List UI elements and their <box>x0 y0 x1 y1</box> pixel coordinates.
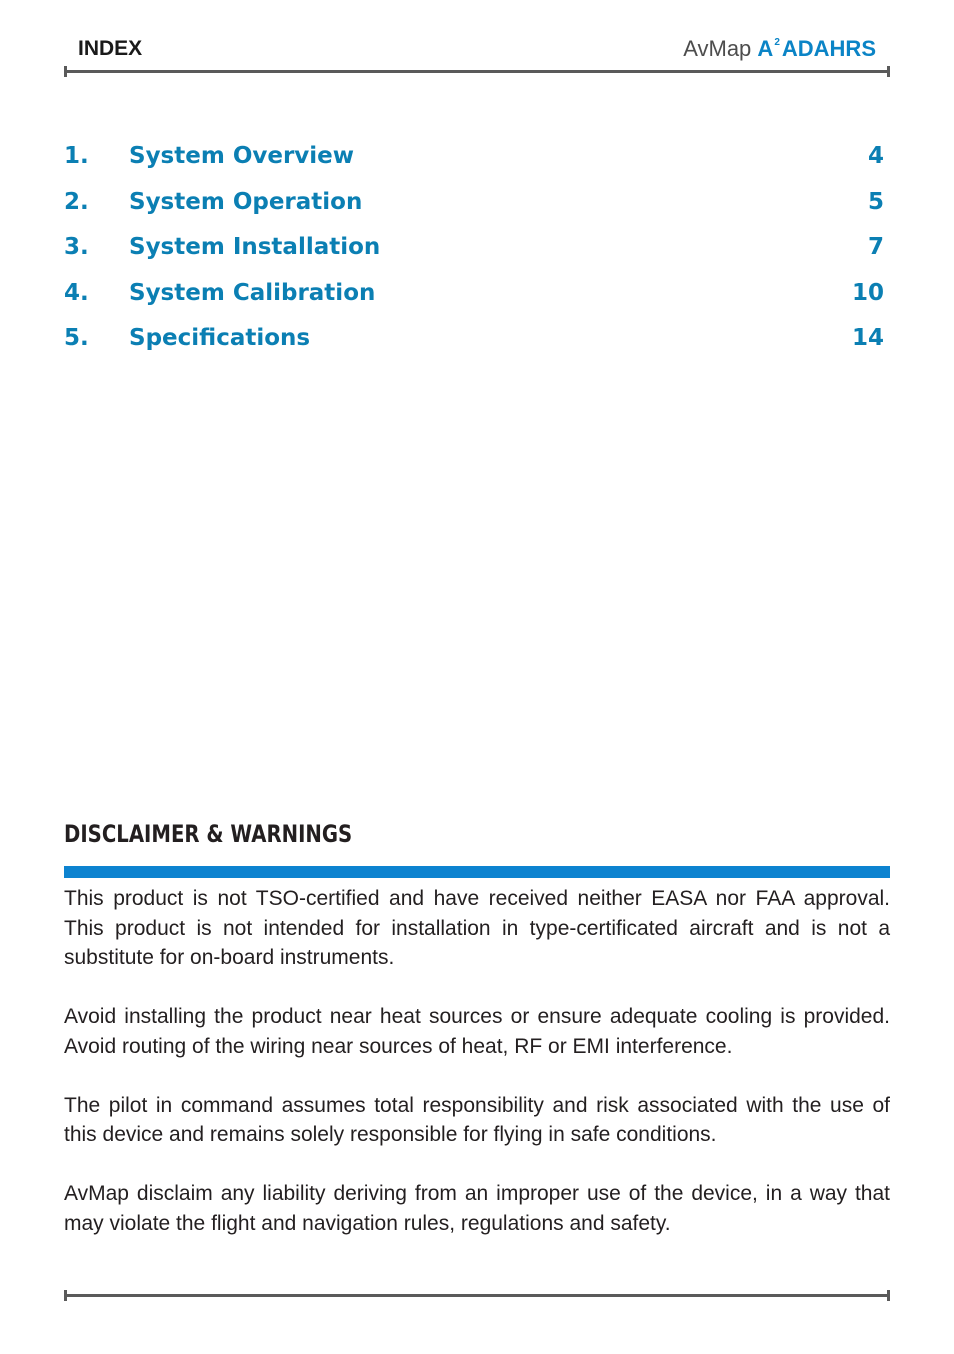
disclaimer-paragraph: AvMap disclaim any liability deriving from an improper use of the device, in a way that may violate the flight and navigation rules, regulations and safety. <box>64 1182 890 1235</box>
disclaimer-body <box>64 884 890 1268</box>
toc-title: System Installation <box>129 234 381 260</box>
toc-title: Specifications <box>129 325 311 351</box>
disclaimer-divider <box>64 866 890 878</box>
toc-entry-system-operation[interactable] <box>64 189 884 235</box>
toc-page: 5 <box>867 188 884 215</box>
brand-superscript: 2 <box>774 37 780 48</box>
toc-entry-system-overview[interactable] <box>64 143 884 189</box>
toc-entry-system-calibration[interactable] <box>64 280 884 326</box>
brand-title <box>683 36 876 62</box>
toc-number: 3. <box>64 234 89 260</box>
section-title: INDEX <box>78 37 143 60</box>
toc-title: System Overview <box>129 143 355 169</box>
disclaimer-paragraph: Avoid installing the product near heat sources or ensure adequate cooling is provided. Avoid routing of the wiring near sources of heat, RF or EMI interference. <box>64 1005 890 1058</box>
toc-page: 14 <box>851 325 884 351</box>
toc-number: 4. <box>64 279 89 306</box>
disclaimer-heading: DISCLAIMER & WARNINGS <box>64 820 353 848</box>
toc-entry-specifications[interactable] <box>64 325 884 371</box>
toc-page: 10 <box>851 279 884 306</box>
toc-title: System Calibration <box>129 279 376 306</box>
footer-rule <box>64 1294 890 1297</box>
toc-number: 1. <box>64 143 89 169</box>
brand-suffix: ADAHRS <box>781 36 876 61</box>
brand-model: A <box>757 36 774 61</box>
table-of-contents <box>64 143 884 371</box>
toc-entry-system-installation[interactable] <box>64 234 884 280</box>
disclaimer-paragraph: The pilot in command assumes total responsibility and risk associated with the use of this device and remains solely responsible for flying in safe conditions. <box>64 1093 890 1146</box>
header-rule <box>64 70 890 73</box>
toc-page: 7 <box>867 234 884 260</box>
toc-number: 2. <box>64 188 89 215</box>
toc-number: 5. <box>64 325 89 351</box>
toc-title: System Operation <box>129 188 363 215</box>
toc-page: 4 <box>867 143 884 169</box>
disclaimer-paragraph: This product is not TSO-certified and have received neither EASA nor FAA approval. This product is not intended for installation in type-certificated aircraft and is not a substitute for on-board instruments. <box>64 887 890 969</box>
brand-prefix: AvMap <box>683 36 752 61</box>
